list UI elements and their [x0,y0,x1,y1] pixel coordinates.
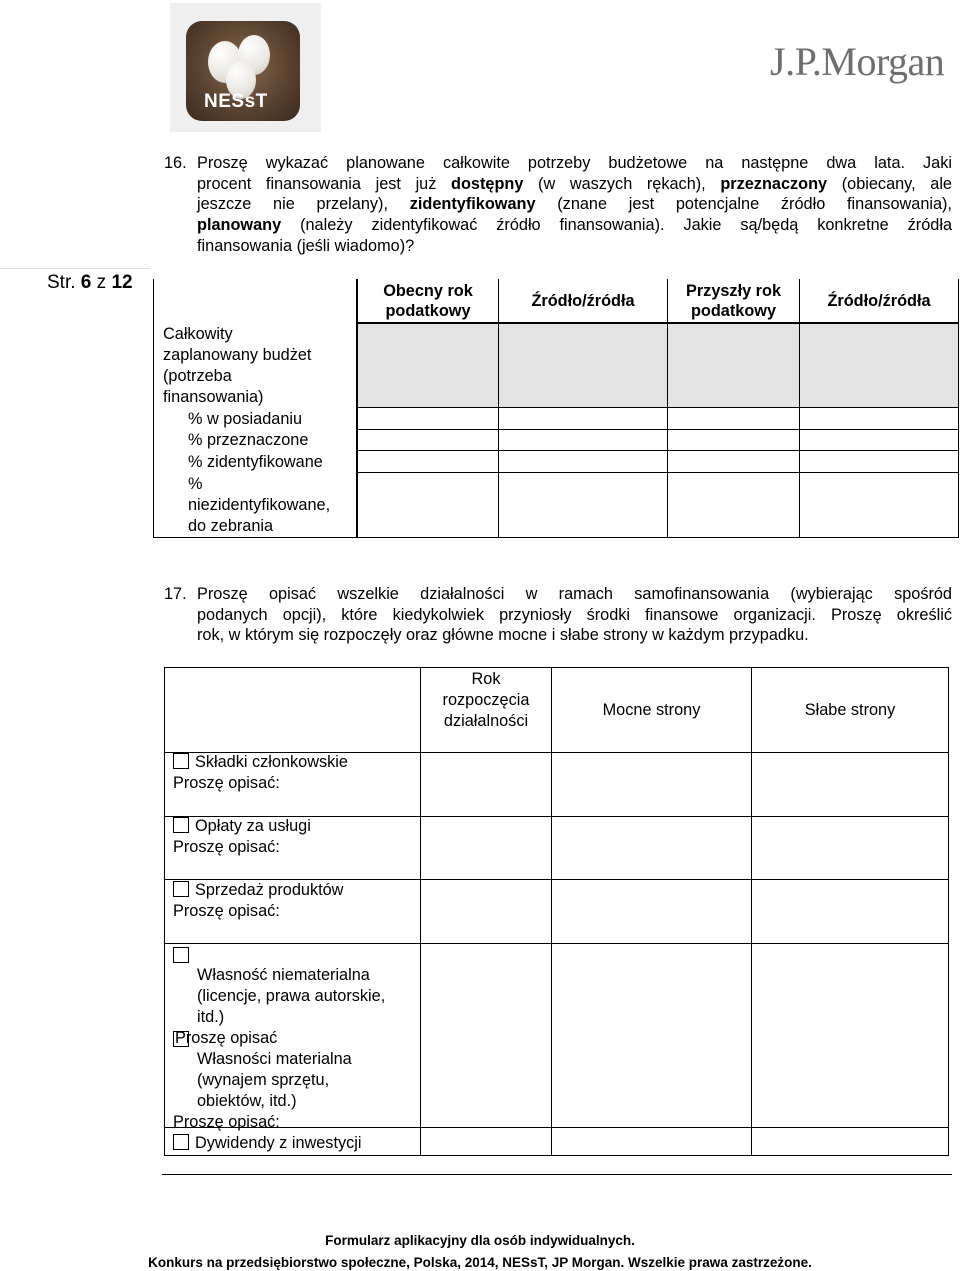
question-17-line: rok, w którym się rozpoczęły oraz główne mocne i słabe strony w każdym przypadku. [197,626,809,645]
option-label: Własności materialna (wynajem sprzętu, obiektów, itd.) [197,1050,352,1110]
page-divider [0,268,150,269]
header-source-1: Źródło/źródła [531,292,635,310]
page-current: 6 [80,272,92,293]
option-dividends[interactable] [173,1133,418,1154]
question-text: (należy zidentyfikować źródło finansowania). Jakie są/będą konkretne źródła [281,216,952,235]
row-allocated: % przeznaczone [188,431,309,449]
question-17-line: podanych opcji), które kiedykolwiek przyniosły środki finansowe organizacji. Proszę określić [197,605,952,624]
shaded-row [357,322,959,407]
page-prefix: Str. [47,272,76,293]
question-number: 16. [164,154,187,172]
header-start-year: Rok rozpoczęcia działalności [442,670,530,730]
option-product-sales[interactable] [173,880,418,922]
question-17 [164,584,952,650]
option-describe: Proszę opisać [175,1029,278,1047]
logo-text: NESsT [204,91,268,112]
option-label: Własność niematerialna (licencje, prawa autorskie, itd.) [197,966,386,1026]
checkbox[interactable] [173,753,189,769]
page-of: z [96,272,107,293]
question-16-line [197,153,952,174]
checkbox[interactable] [173,1031,189,1047]
question-text: procent finansowania jest już [197,174,452,193]
question-text: finansowania (jeśli wiadomo)? [197,236,415,255]
header-strengths: Mocne strony [602,701,701,719]
question-16-line [197,194,952,215]
option-label: Sprzedaż produktów [195,881,344,899]
option-label: Opłaty za usługi [195,817,311,835]
header-current-year: Obecny rok podatkowy [383,282,473,320]
budget-table [153,279,959,538]
row-identified: % zidentyfikowane [188,453,323,471]
option-label: Dywidendy z inwestycji [195,1134,362,1152]
header-weaknesses: Słabe strony [804,701,896,719]
question-17-line: Proszę opisać wszelkie działalności w ramach samofinansowania (wybierając spośród [197,585,952,603]
option-describe: Proszę opisać: [173,1113,280,1131]
footer-form-name: Formularz aplikacyjny dla osób indywidualnych. [325,1233,635,1248]
option-membership-fees[interactable] [173,752,418,794]
emphasis-term: przeznaczony [720,174,828,193]
footer-copyright: Konkurs na przedsiębiorstwo społeczne, Polska, 2014, NESsT, JP Morgan. Wszelkie prawa zastrzeżone. [148,1255,812,1270]
option-describe: Proszę opisać: [173,838,280,856]
question-text: (znane jest potencjalne źródło finansowania), [535,195,952,214]
row-unidentified: % niezidentyfikowane, do zebrania [188,475,331,535]
nesst-logo [170,3,321,132]
option-label: Składki członkowskie [195,753,348,771]
self-financing-table [164,667,949,1156]
question-text: Proszę wykazać planowane całkowite potrzeby budżetowe na następne dwa lata. Jaki [197,154,952,172]
question-number: 17. [164,585,187,603]
question-16-line [197,215,952,236]
header-next-year: Przyszły rok podatkowy [685,282,782,320]
row-total-budget: Całkowity zaplanowany budżet (potrzeba finansowania) [163,325,312,406]
option-describe: Proszę opisać: [173,902,280,920]
jpmorgan-logo: J.P.Morgan [770,39,945,84]
header-source-2: Źródło/źródła [827,292,931,310]
checkbox[interactable] [173,817,189,833]
emphasis-term: zidentyfikowany [409,195,536,214]
question-text: (obiecany, ale [827,174,952,193]
page-number [47,272,133,294]
question-text: (w waszych rękach), [523,174,721,193]
option-describe: Proszę opisać: [173,774,280,792]
page-total: 12 [111,272,133,293]
checkbox[interactable] [173,1134,189,1150]
question-16-line [197,174,952,195]
option-tangible-property[interactable] [173,1028,418,1133]
question-16-line [197,236,952,257]
row-held: % w posiadaniu [188,410,303,428]
emphasis-term: planowany [197,216,282,235]
checkbox[interactable] [173,881,189,897]
footer-divider [162,1174,952,1175]
question-16 [164,153,952,263]
emphasis-term: dostępny [451,174,524,193]
checkbox[interactable] [173,947,189,963]
option-service-fees[interactable] [173,816,418,858]
question-text: jeszcze nie przelany), [197,195,410,214]
